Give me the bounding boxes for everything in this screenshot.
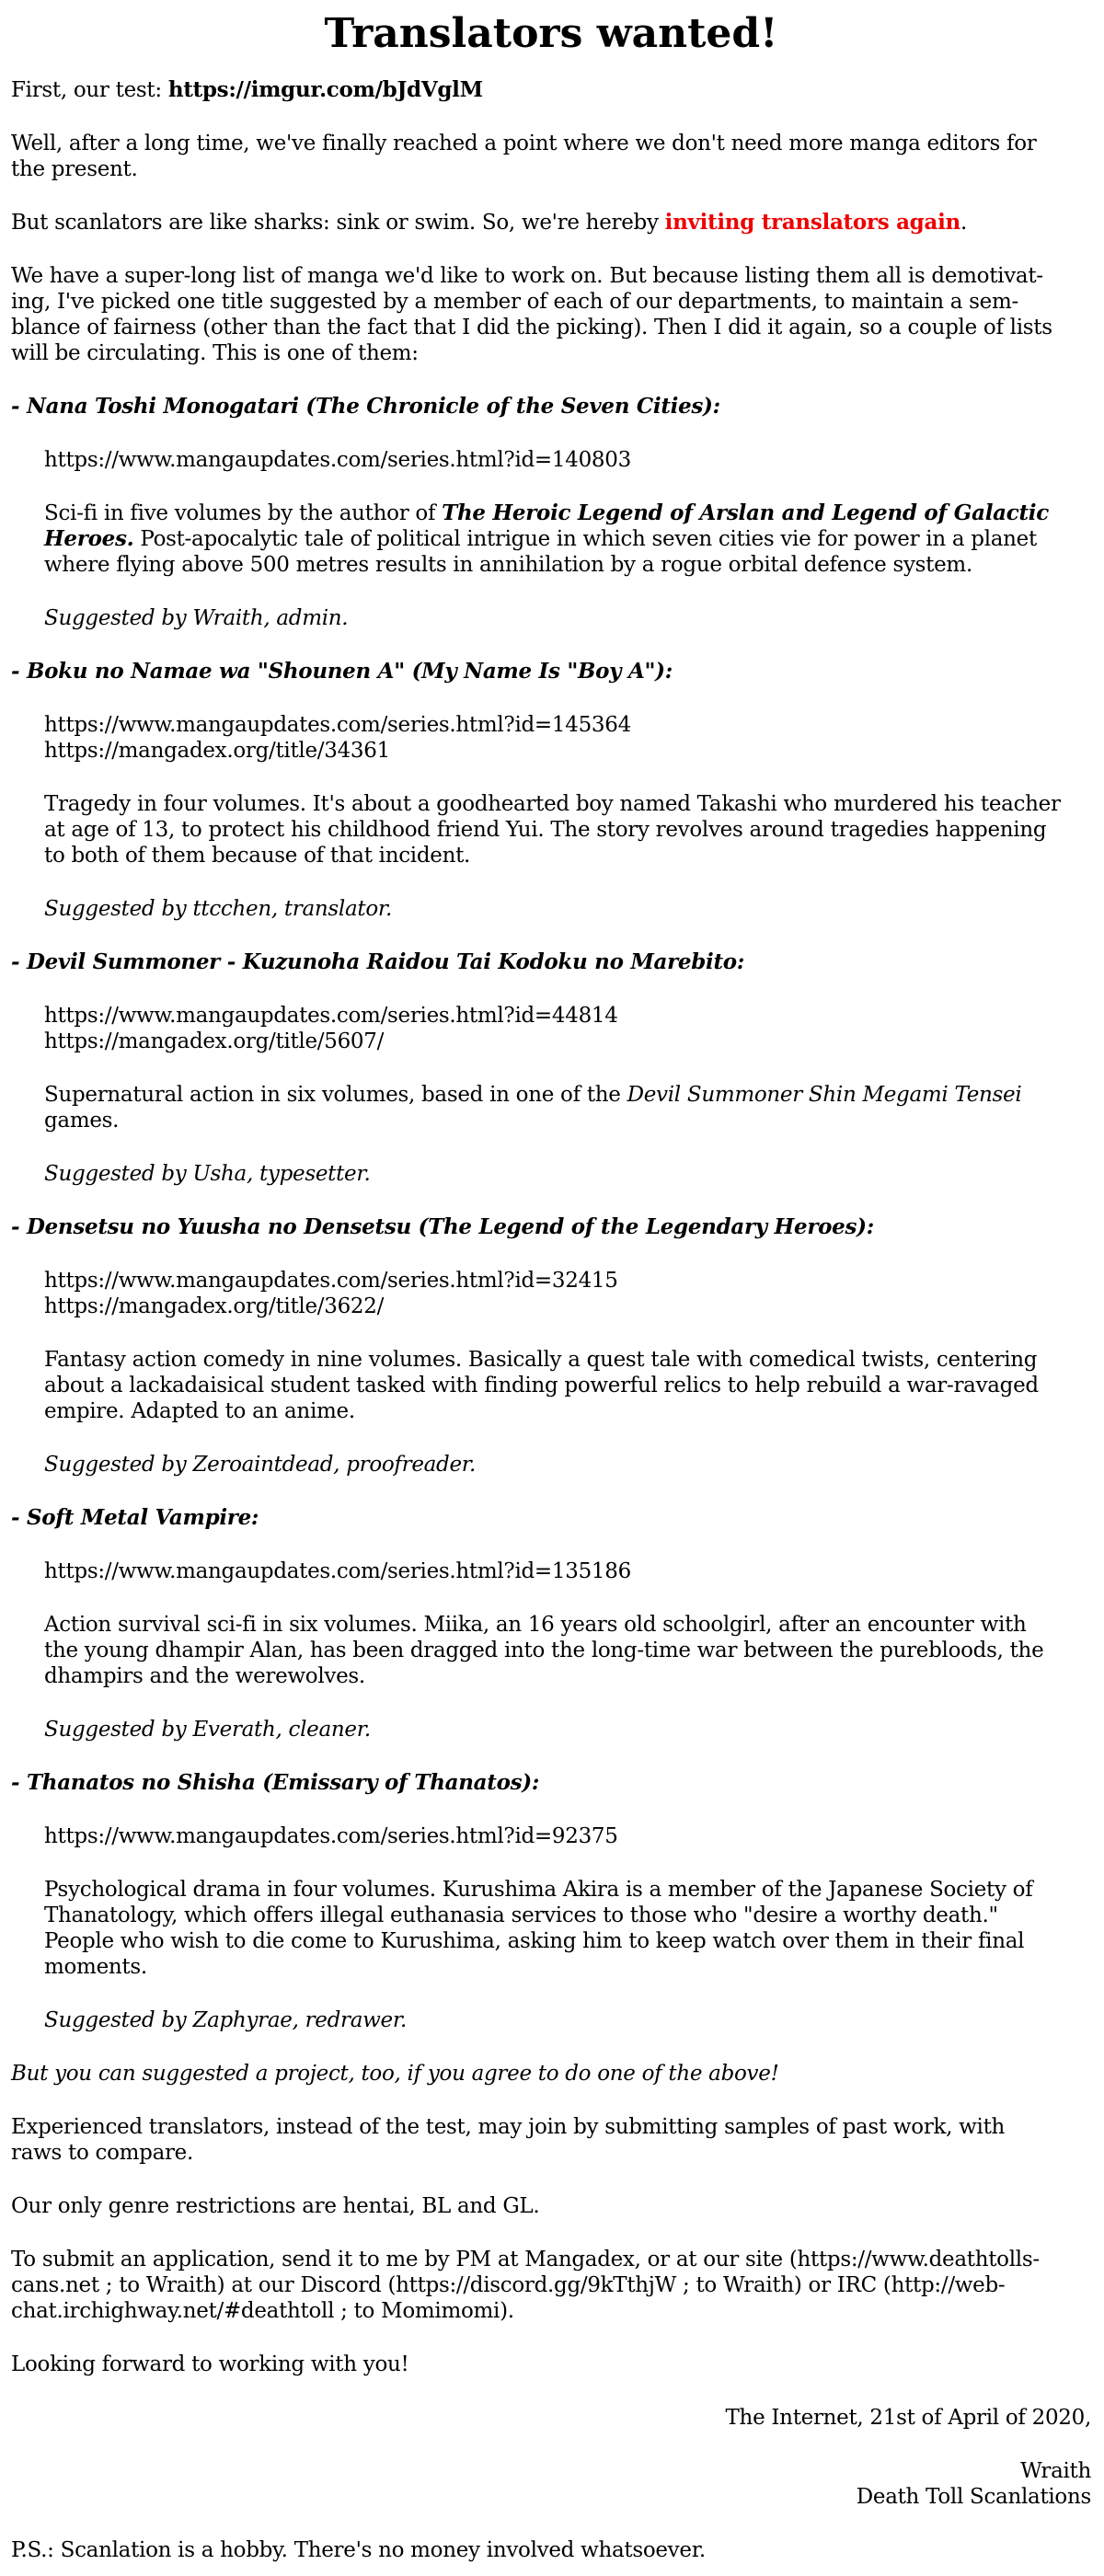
- text-run: Psychological drama in four volumes. Kurushima Akira is a member of the Japanese Society of: [44, 1878, 1033, 1902]
- suggested-by-boku-no-namae-line: [44, 896, 1091, 922]
- text-run: Suggested by Usha, typesetter.: [44, 1162, 371, 1186]
- section-description-soft-metal-vampire: [44, 1612, 1091, 1689]
- section-url-soft-metal-vampire-line: [44, 1558, 1091, 1584]
- text-run: chat.irchighway.net/#deathtoll ; to Momimomi).: [11, 2299, 514, 2323]
- text-run: Looking forward to working with you!: [11, 2352, 409, 2376]
- section-url-nana-toshi: [44, 447, 1091, 473]
- text-run: https://www.mangaupdates.com/series.html?id=32415: [44, 1269, 618, 1293]
- text-run: raws to compare.: [11, 2141, 193, 2165]
- text-run: We have a super-long list of manga we'd like to work on. But because listing them all is demotivat-: [11, 264, 1043, 288]
- text-run: Our only genre restrictions are hentai, BL and GL.: [11, 2194, 540, 2218]
- ps-note-line: [11, 2537, 1091, 2563]
- section-title-thanatos-line: [11, 1770, 1091, 1796]
- section-url-boku-no-namae-line: [44, 738, 1091, 764]
- suggest-your-own-line-line: [11, 2061, 1091, 2087]
- section-url-densetsu-line: [44, 1268, 1091, 1294]
- suggested-by-boku-no-namae: [44, 896, 1091, 922]
- section-description-nana-toshi-line: [44, 500, 1091, 526]
- highlight-inviting-translators: inviting translators again: [664, 210, 960, 235]
- experienced-translators-paragraph-line: [11, 2140, 1091, 2166]
- section-description-thanatos-line: [44, 1877, 1091, 1903]
- text-run: https://mangadex.org/title/3622/: [44, 1294, 385, 1318]
- text-run: Translators wanted!: [324, 10, 778, 57]
- list-explanation-line: [11, 263, 1091, 289]
- section-title-soft-metal-vampire: [11, 1505, 1091, 1531]
- application-instructions-line: [11, 2247, 1091, 2272]
- suggested-by-thanatos: [44, 2007, 1091, 2033]
- section-url-boku-no-namae-line: [44, 712, 1091, 738]
- text-run: to both of them because of that incident.: [44, 844, 471, 868]
- text-run: Wraith: [1020, 2459, 1091, 2483]
- text-run: Suggested by Wraith, admin.: [44, 606, 349, 630]
- text-run: P.S.: Scanlation is a hobby. There's no money involved whatsoever.: [11, 2538, 706, 2562]
- text-run: Death Toll Scanlations: [856, 2485, 1091, 2509]
- text-run: Tragedy in four volumes. It's about a goodhearted boy named Takashi who murdered his teacher: [44, 792, 1061, 816]
- section-title-soft-metal-vampire-line: [11, 1505, 1091, 1531]
- text-run: empire. Adapted to an anime.: [44, 1399, 355, 1423]
- suggested-by-devil-summoner: [44, 1161, 1091, 1187]
- section-description-soft-metal-vampire-line: [44, 1612, 1091, 1638]
- page-title: [11, 9, 1091, 59]
- section-url-soft-metal-vampire: [44, 1558, 1091, 1584]
- invitation-line: [11, 210, 1091, 236]
- text-run: - Boku no Namae wa "Shounen A" (My Name Is "Boy A"):: [11, 659, 673, 684]
- suggested-by-devil-summoner-line: [44, 1161, 1091, 1187]
- suggest-your-own-line: [11, 2061, 1091, 2087]
- text-run: about a lackadaisical student tasked with finding powerful relics to help rebuild a war-ravaged: [44, 1374, 1039, 1397]
- text-run: But scanlators are like sharks: sink or swim. So, we're hereby: [11, 211, 665, 235]
- test-url: https://imgur.com/bJdVglM: [167, 77, 483, 102]
- text-run: Heroes.: [44, 526, 134, 551]
- section-description-devil-summoner: [44, 1082, 1091, 1133]
- text-run: - Nana Toshi Monogatari (The Chronicle of the Seven Cities):: [11, 394, 720, 419]
- text-run: Experienced translators, instead of the test, may join by submitting samples of past work, with: [11, 2115, 1006, 2139]
- intro-paragraph-line: [11, 131, 1091, 156]
- ps-note: [11, 2537, 1091, 2563]
- genre-restrictions-line-line: [11, 2193, 1091, 2219]
- intro-paragraph: [11, 131, 1091, 182]
- text-run: First, our test:: [11, 78, 168, 102]
- text-run: Suggested by Zeroaintdead, proofreader.: [44, 1453, 476, 1477]
- text-run: .: [960, 211, 967, 235]
- dateline-line: [11, 2405, 1091, 2431]
- section-url-boku-no-namae: [44, 712, 1091, 764]
- section-description-densetsu-line: [44, 1347, 1091, 1373]
- text-run: Devil Summoner Shin Megami Tensei: [627, 1083, 1022, 1107]
- section-url-devil-summoner: [44, 1003, 1091, 1054]
- section-description-densetsu-line: [44, 1398, 1091, 1424]
- section-description-nana-toshi-line: [44, 526, 1091, 552]
- section-description-thanatos-line: [44, 1928, 1091, 1954]
- section-title-boku-no-namae-line: [11, 659, 1091, 684]
- section-description-densetsu-line: [44, 1373, 1091, 1398]
- suggested-by-densetsu: [44, 1452, 1091, 1478]
- text-run: Action survival sci-fi in six volumes. Miika, an 16 years old schoolgirl, after an encounter with: [44, 1613, 1027, 1637]
- application-instructions: [11, 2247, 1091, 2324]
- list-explanation: [11, 263, 1091, 366]
- text-run: To submit an application, send it to me by PM at Mangadex, or at our site (https://www.deathtolls-: [11, 2248, 1040, 2271]
- section-title-boku-no-namae: [11, 659, 1091, 684]
- section-url-densetsu: [44, 1268, 1091, 1319]
- signature-line: [11, 2484, 1091, 2510]
- text-run: https://www.mangaupdates.com/series.html?id=140803: [44, 448, 631, 472]
- intro-paragraph-line: [11, 156, 1091, 182]
- list-explanation-line: [11, 315, 1091, 340]
- text-run: https://mangadex.org/title/34361: [44, 739, 390, 763]
- experienced-translators-paragraph: [11, 2114, 1091, 2166]
- text-run: the young dhampir Alan, has been dragged into the long-time war between the purebloods, the: [44, 1639, 1044, 1662]
- section-description-nana-toshi-line: [44, 552, 1091, 578]
- genre-restrictions-line: [11, 2193, 1091, 2219]
- section-title-nana-toshi-line: [11, 394, 1091, 420]
- dateline: [11, 2405, 1091, 2431]
- text-run: Well, after a long time, we've finally reached a point where we don't need more manga editors for: [11, 132, 1037, 155]
- experienced-translators-paragraph-line: [11, 2114, 1091, 2140]
- section-url-devil-summoner-line: [44, 1003, 1091, 1029]
- section-url-devil-summoner-line: [44, 1029, 1091, 1054]
- list-explanation-line: [11, 340, 1091, 366]
- section-description-soft-metal-vampire-line: [44, 1638, 1091, 1663]
- text-run: https://www.mangaupdates.com/series.html?id=44814: [44, 1004, 618, 1028]
- text-run: - Devil Summoner - Kuzunoha Raidou Tai Kodoku no Marebito:: [11, 949, 745, 974]
- intro-test-line-line: [11, 77, 1091, 103]
- text-run: Fantasy action comedy in nine volumes. Basically a quest tale with comedical twists, centering: [44, 1348, 1038, 1372]
- section-description-boku-no-namae-line: [44, 817, 1091, 843]
- text-run: Sci-fi in five volumes by the author of: [44, 501, 443, 525]
- text-run: - Soft Metal Vampire:: [11, 1505, 259, 1530]
- section-title-densetsu-line: [11, 1214, 1091, 1240]
- text-run: But you can suggested a project, too, if you agree to do one of the above!: [11, 2062, 779, 2086]
- text-run: Suggested by ttcchen, translator.: [44, 897, 393, 921]
- text-run: The Internet, 21st of April of 2020,: [725, 2406, 1091, 2430]
- suggested-by-soft-metal-vampire: [44, 1717, 1091, 1742]
- text-run: dhampirs and the werewolves.: [44, 1664, 365, 1688]
- text-run: at age of 13, to protect his childhood friend Yui. The story revolves around tragedies happening: [44, 818, 1047, 842]
- section-url-thanatos: [44, 1823, 1091, 1849]
- text-run: - Thanatos no Shisha (Emissary of Thanatos):: [11, 1770, 540, 1795]
- text-run: where flying above 500 metres results in annihilation by a rogue orbital defence system.: [44, 553, 972, 577]
- section-description-boku-no-namae: [44, 791, 1091, 868]
- suggested-by-densetsu-line: [44, 1452, 1091, 1478]
- list-explanation-line: [11, 289, 1091, 315]
- text-run: People who wish to die come to Kurushima, asking him to keep watch over them in their final: [44, 1929, 1025, 1953]
- application-instructions-line: [11, 2272, 1091, 2298]
- section-description-soft-metal-vampire-line: [44, 1663, 1091, 1689]
- section-url-thanatos-line: [44, 1823, 1091, 1849]
- suggested-by-nana-toshi: [44, 605, 1091, 631]
- section-title-nana-toshi: [11, 394, 1091, 420]
- text-run: Post-apocalytic tale of political intrigue in which seven cities vie for power in a planet: [133, 527, 1037, 551]
- section-description-thanatos: [44, 1877, 1091, 1980]
- suggested-by-thanatos-line: [44, 2007, 1091, 2033]
- text-run: games.: [44, 1109, 120, 1133]
- application-instructions-line: [11, 2298, 1091, 2324]
- text-run: The Heroic Legend of Arslan and Legend of Galactic: [442, 500, 1049, 525]
- text-run: cans.net ; to Wraith) at our Discord (https://discord.gg/9kTthjW ; to Wraith) or IRC (http://web-: [11, 2273, 1006, 2297]
- section-url-densetsu-line: [44, 1294, 1091, 1319]
- section-description-densetsu: [44, 1347, 1091, 1424]
- invitation-line-line: [11, 210, 1091, 236]
- section-url-nana-toshi-line: [44, 447, 1091, 473]
- section-description-devil-summoner-line: [44, 1082, 1091, 1108]
- intro-test-line: [11, 77, 1091, 103]
- text-run: - Densetsu no Yuusha no Densetsu (The Legend of the Legendary Heroes):: [11, 1214, 874, 1239]
- text-run: https://www.mangaupdates.com/series.html?id=135186: [44, 1559, 631, 1583]
- section-description-thanatos-line: [44, 1903, 1091, 1928]
- text-run: moments.: [44, 1955, 147, 1979]
- suggested-by-soft-metal-vampire-line: [44, 1717, 1091, 1742]
- signature-line: [11, 2458, 1091, 2484]
- suggested-by-nana-toshi-line: [44, 605, 1091, 631]
- text-run: the present.: [11, 157, 138, 181]
- section-description-boku-no-namae-line: [44, 791, 1091, 817]
- text-run: Suggested by Everath, cleaner.: [44, 1718, 371, 1742]
- text-run: Thanatology, which offers illegal euthanasia services to those who "desire a worthy death.": [44, 1903, 998, 1927]
- section-title-devil-summoner-line: [11, 949, 1091, 975]
- closing-line-line: [11, 2352, 1091, 2377]
- page-title-line: [11, 9, 1091, 59]
- section-title-densetsu: [11, 1214, 1091, 1240]
- section-title-devil-summoner: [11, 949, 1091, 975]
- section-description-devil-summoner-line: [44, 1108, 1091, 1133]
- text-run: https://mangadex.org/title/5607/: [44, 1029, 385, 1053]
- text-run: https://www.mangaupdates.com/series.html?id=145364: [44, 713, 631, 737]
- section-description-boku-no-namae-line: [44, 843, 1091, 868]
- signature: [11, 2458, 1091, 2510]
- section-title-thanatos: [11, 1770, 1091, 1796]
- section-description-thanatos-line: [44, 1954, 1091, 1980]
- text-run: will be circulating. This is one of them:: [11, 341, 419, 365]
- closing-line: [11, 2352, 1091, 2377]
- text-run: ing, I've picked one title suggested by a member of each of our departments, to maintain a sem-: [11, 290, 1018, 314]
- text-run: Supernatural action in six volumes, based in one of the: [44, 1083, 627, 1107]
- section-description-nana-toshi: [44, 500, 1091, 578]
- text-run: https://www.mangaupdates.com/series.html?id=92375: [44, 1824, 618, 1848]
- text-run: Suggested by Zaphyrae, redrawer.: [44, 2008, 408, 2032]
- text-run: blance of fairness (other than the fact that I did the picking). Then I did it again, so a couple of lists: [11, 316, 1052, 339]
